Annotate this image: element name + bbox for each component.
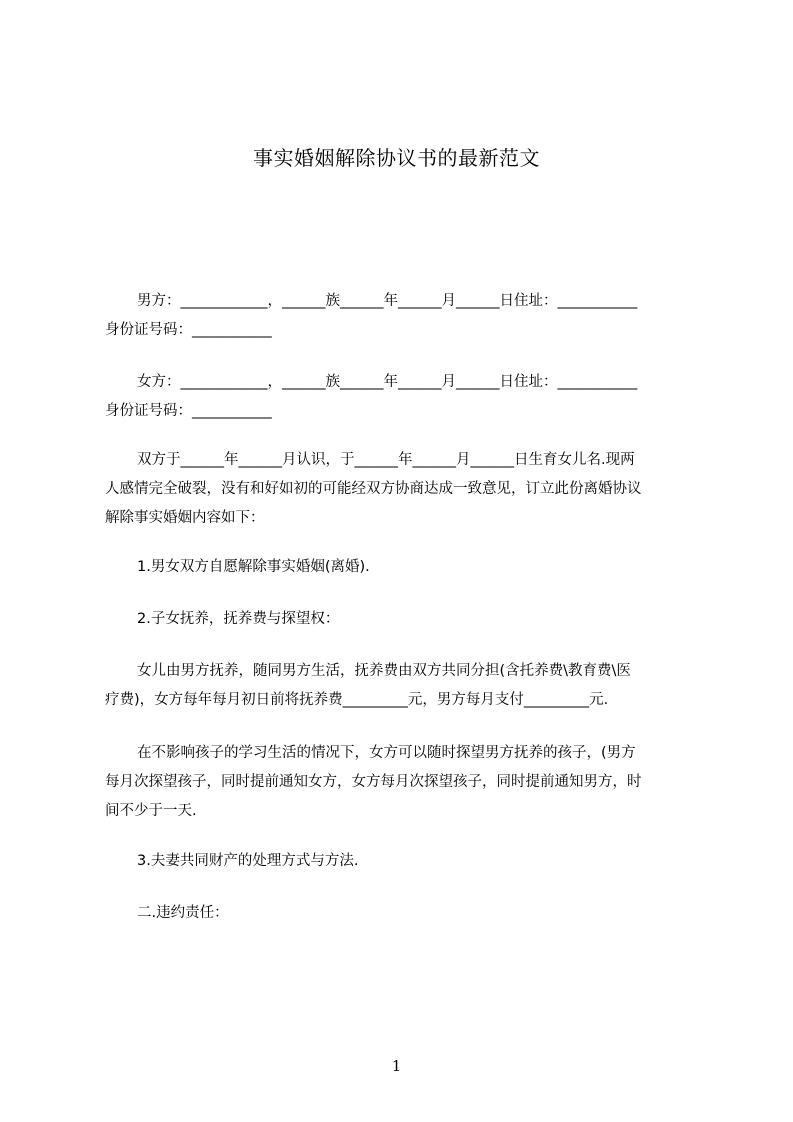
male-party-block: [105, 287, 705, 345]
female-id-line: 身份证号码：___________: [105, 403, 272, 419]
visitation-line: 间不少于一天.: [105, 803, 197, 819]
female-party-block: [105, 368, 705, 426]
visitation-paragraph: [105, 739, 705, 826]
custody-line: 疗费)，女方每年每月初日前将抚养费_________元，男方每月支付_________元.: [105, 692, 609, 708]
custody-paragraph: [105, 657, 705, 715]
visitation-line: 在不影响孩子的学习生活的情况下，女方可以随时探望男方抚养的孩子，(男方: [137, 745, 636, 761]
male-id-line: 身份证号码：___________: [105, 322, 272, 338]
clause-3-text: 3.夫妻共同财产的处理方式与方法.: [137, 853, 359, 869]
custody-line: 女儿由男方抚养，随同男方生活，抚养费由双方共同分担(含托养费\教育费\医: [137, 663, 631, 679]
intro-line: 人感情完全破裂，没有和好如初的可能经双方协商达成一致意见，订立此份离婚协议: [105, 481, 642, 497]
clause-breach: [105, 899, 705, 928]
breach-heading: 二.违约责任：: [137, 905, 229, 921]
page-number: 1: [391, 1057, 402, 1075]
clause-2: [105, 605, 705, 634]
clause-1-text: 1.男女双方自愿解除事实婚姻(离婚).: [137, 559, 370, 575]
intro-paragraph: [105, 446, 705, 533]
intro-line: 解除事实婚姻内容如下：: [105, 510, 265, 526]
clause-2-text: 2.子女抚养，抚养费与探望权：: [137, 611, 340, 627]
male-party-line: 男方：____________，______族______年______月______日住址：___________: [137, 293, 638, 309]
document-title: 事实婚姻解除协议书的最新范文: [253, 146, 540, 170]
female-party-line: 女方：____________，______族______年______月______日住址：___________: [137, 374, 638, 390]
clause-3: [105, 847, 705, 876]
clause-1: [105, 553, 705, 582]
visitation-line: 每月次探望孩子，同时提前通知女方，女方每月次探望孩子，同时提前通知男方，时: [105, 774, 642, 790]
intro-line: 双方于______年______月认识，于______年______月______日生育女儿名.现两: [137, 452, 635, 468]
